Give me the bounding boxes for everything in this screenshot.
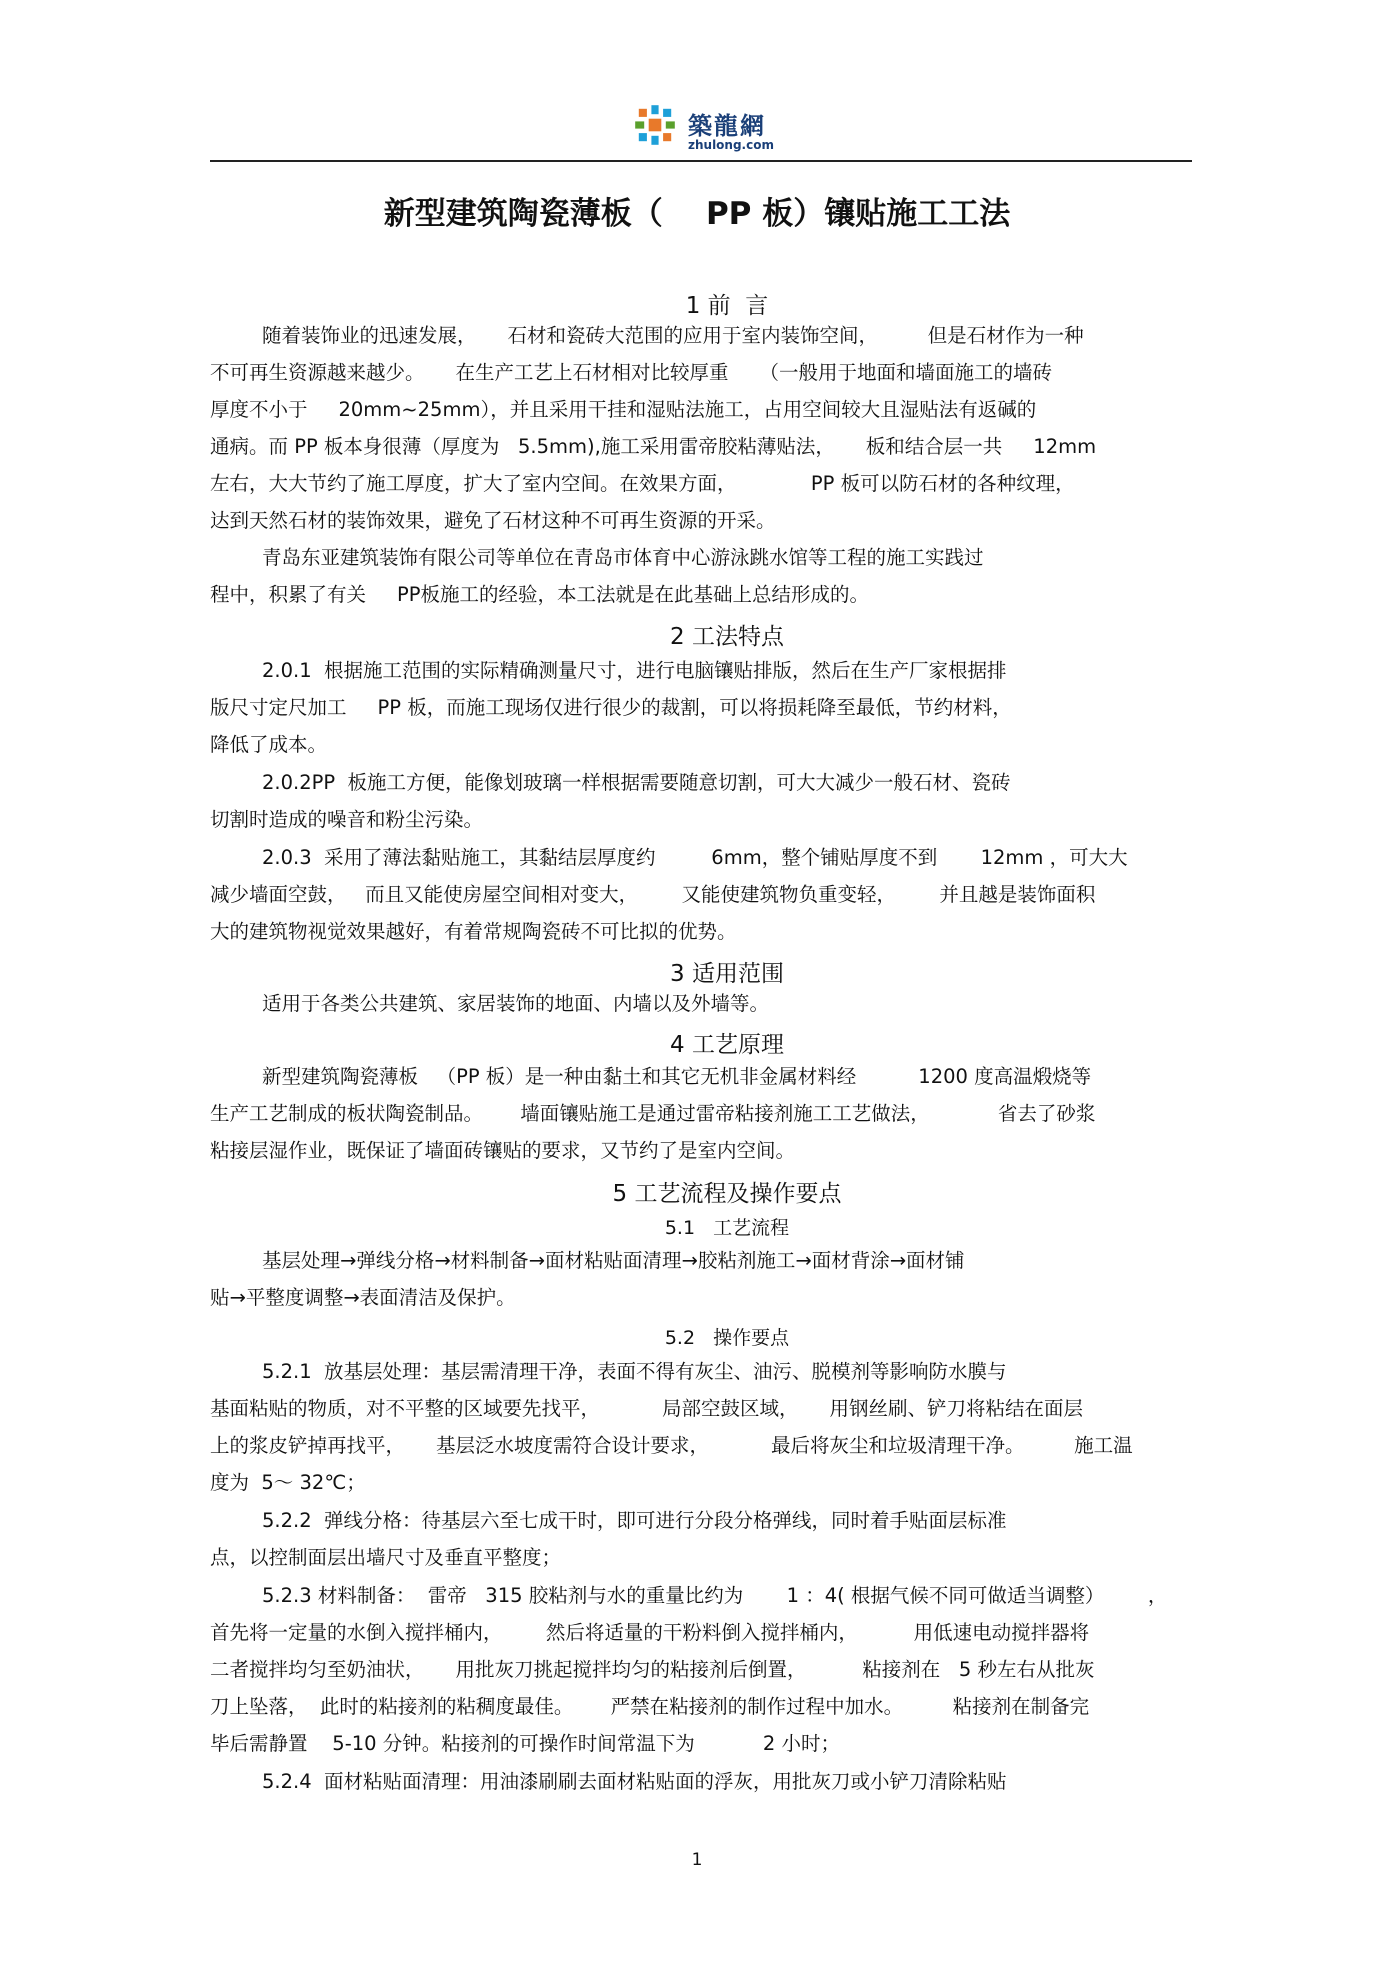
paragraph-line: 生产工艺制成的板状陶瓷制品。 墙面镶贴施工是通过雷帝粘接剂施工工艺做法， 省去了砂浆 [210,1102,1096,1125]
paragraph-line: 青岛东亚建筑装饰有限公司等单位在青岛市体育中心游泳跳水馆等工程的施工实践过 [262,546,984,569]
paragraph-line: 5.2.4 面材粘贴面清理：用油漆刷刷去面材粘贴面的浮灰，用批灰刀或小铲刀清除粘贴 [262,1770,1007,1793]
document-title: 新型建筑陶瓷薄板（ PP 板）镶贴施工工法 [383,196,1011,232]
section-5-2-heading: 5.2 操作要点 [664,1327,790,1349]
header-divider [210,160,1192,162]
paragraph-line: 度为 5～ 32℃； [210,1471,366,1494]
paragraph-line: 5.2.2 弹线分格：待基层六至七成干时，即可进行分段分格弹线，同时着手贴面层标准 [262,1509,1007,1532]
paragraph-line: 5.2.1 放基层处理：基层需清理干净，表面不得有灰尘、油污、脱模剂等影响防水膜与 [262,1360,1007,1383]
paragraph-line: 点，以控制面层出墙尺寸及垂直平整度； [210,1546,562,1569]
paragraph-line: 毕后需静置 5-10 分钟。粘接剂的可操作时间常温下为 2 小时； [210,1732,841,1755]
paragraph-line: 2.0.3 采用了薄法黏贴施工，其黏结层厚度约 6mm，整个铺贴厚度不到 12mm ，可大大 [262,846,1128,869]
logo-text-cn: 築龍網 [688,111,766,140]
paragraph-line: 降低了成本。 [210,733,328,756]
section-3-heading: 3 适用范围 [670,961,784,987]
paragraph-line: 基面粘贴的物质，对不平整的区域要先找平， 局部空鼓区域， 用钢丝刷、铲刀将粘结在面层 [210,1397,1083,1420]
paragraph-line: 上的浆皮铲掉再找平， 基层泛水坡度需符合设计要求， 最后将灰尘和垃圾清理干净。 施工温 [210,1434,1133,1457]
paragraph-line: 通病。而 PP 板本身很薄（厚度为 5.5mm),施工采用雷帝胶粘薄贴法， 板和结合层一共 12mm [210,435,1097,458]
paragraph-line: 版尺寸定尺加工 PP 板，而施工现场仅进行很少的裁割，可以将损耗降至最低，节约材料， [210,696,1012,719]
logo-text-en: zhulong.com [688,138,774,152]
paragraph-line: 达到天然石材的装饰效果，避免了石材这种不可再生资源的开采。 [210,509,776,532]
paragraph-line: 左右，大大节约了施工厚度，扩大了室内空间。在效果方面， PP 板可以防石材的各种纹理， [210,472,1075,495]
section-1-heading: 1 前 言 [685,293,769,319]
section-4-heading: 4 工艺原理 [670,1032,784,1058]
paragraph-line: 2.0.2PP 板施工方便，能像划玻璃一样根据需要随意切割，可大大减少一般石材、瓷砖 [262,771,1011,794]
paragraph-line: 随着装饰业的迅速发展， 石材和瓷砖大范围的应用于室内装饰空间， 但是石材作为一种 [262,324,1084,347]
section-5-heading: 5 工艺流程及操作要点 [612,1181,842,1207]
page-number: 1 [691,1850,703,1870]
paragraph-line: 程中，积累了有关 PP板施工的经验，本工法就是在此基础上总结形成的。 [210,583,870,606]
paragraph-line: 适用于各类公共建筑、家居装饰的地面、内墙以及外墙等。 [262,992,770,1015]
paragraph-line: 减少墙面空鼓， 而且又能使房屋空间相对变大， 又能使建筑物负重变轻， 并且越是装饰面积 [210,883,1096,906]
section-2-heading: 2 工法特点 [670,624,784,650]
section-5-1-heading: 5.1 工艺流程 [664,1217,790,1239]
zhulong-logo-icon [628,98,682,152]
paragraph-line: 贴→平整度调整→表面清洁及保护。 [210,1286,516,1309]
paragraph-line: 新型建筑陶瓷薄板 （PP 板）是一种由黏土和其它无机非金属材料经 1200 度高温煅烧等 [262,1065,1092,1088]
paragraph-line: 切割时造成的噪音和粉尘污染。 [210,808,484,831]
paragraph-line: 粘接层湿作业，既保证了墙面砖镶贴的要求，又节约了是室内空间。 [210,1139,796,1162]
paragraph-line: 5.2.3 材料制备： 雷帝 315 胶粘剂与水的重量比约为 1 ：4( 根据气候不同可做适当调整） ， [262,1584,1168,1607]
paragraph-line: 刀上坠落， 此时的粘接剂的粘稠度最佳。 严禁在粘接剂的制作过程中加水。 粘接剂在制备完 [210,1695,1090,1718]
paragraph-line: 大的建筑物视觉效果越好，有着常规陶瓷砖不可比拟的优势。 [210,920,737,943]
paragraph-line: 2.0.1 根据施工范围的实际精确测量尺寸，进行电脑镶贴排版，然后在生产厂家根据排 [262,659,1007,682]
paragraph-line: 厚度不小于 20mm~25mm），并且采用干挂和湿贴法施工，占用空间较大且湿贴法有返碱的 [210,398,1037,421]
paragraph-line: 二者搅拌均匀至奶油状， 用批灰刀挑起搅拌均匀的粘接剂后倒置， 粘接剂在 5 秒左右从批灰 [210,1658,1095,1681]
paragraph-line: 不可再生资源越来越少。 在生产工艺上石材相对比较厚重 （一般用于地面和墙面施工的墙砖 [210,361,1052,384]
paragraph-line: 首先将一定量的水倒入搅拌桶内， 然后将适量的干粉料倒入搅拌桶内， 用低速电动搅拌器将 [210,1621,1090,1644]
paragraph-line: 基层处理→弹线分格→材料制备→面材粘贴面清理→胶粘剂施工→面材背涂→面材铺 [262,1249,965,1272]
